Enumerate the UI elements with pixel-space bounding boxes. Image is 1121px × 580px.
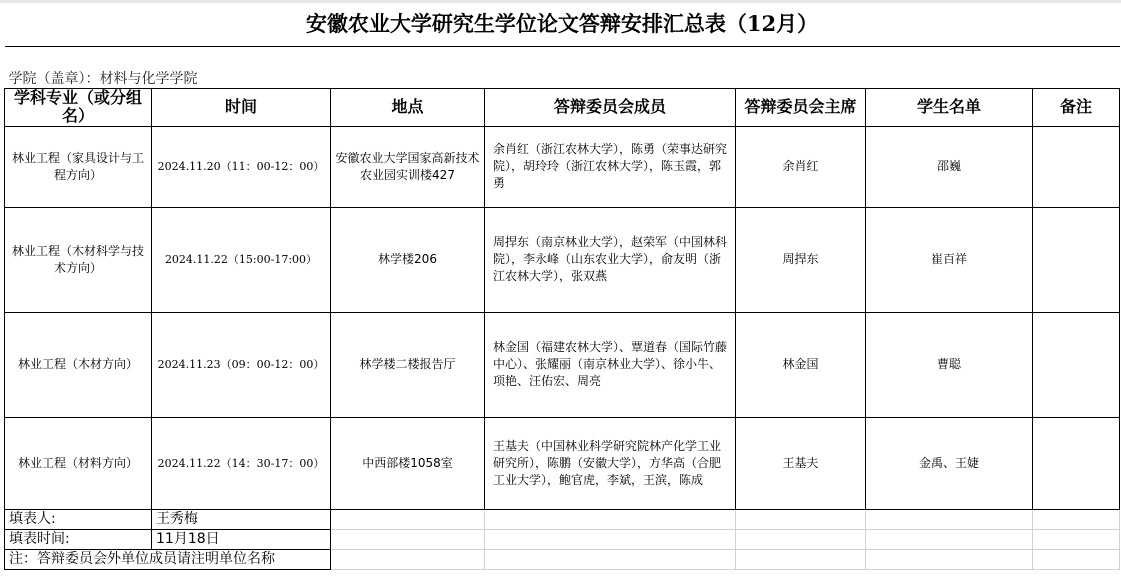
cell-major[interactable]: 林业工程（木材科学与技术方向） bbox=[5, 207, 152, 312]
cell-major[interactable]: 林业工程（木材方向） bbox=[5, 312, 152, 417]
cell-place[interactable]: 林学楼二楼报告厅 bbox=[331, 312, 485, 417]
cell-students[interactable]: 崔百祥 bbox=[866, 207, 1033, 312]
cell-members[interactable]: 王基夫（中国林业科学研究院林产化学工业研究所），陈鹏（安徽大学），方华高（合肥工业大学），鲍官虎，李斌，王滨，陈成 bbox=[485, 417, 736, 509]
cell-members[interactable]: 周捍东（南京林业大学），赵荣军（中国林科院），李永峰（山东农业大学），俞友明（浙江农林大学），张双燕 bbox=[485, 207, 736, 312]
cell-major[interactable]: 林业工程（材料方向） bbox=[5, 417, 152, 509]
college-line: 学院（盖章）：材料与化学学院 bbox=[8, 70, 198, 87]
cell-students[interactable]: 邵巍 bbox=[866, 126, 1033, 207]
cell-members[interactable]: 余肖红（浙江农林大学），陈勇（荣事达研究院），胡玲玲（浙江农林大学），陈玉霞，郭勇 bbox=[485, 126, 736, 207]
cell-students[interactable]: 曹聪 bbox=[866, 312, 1033, 417]
table-row bbox=[5, 207, 1120, 312]
cell-place[interactable]: 中西部楼1058室 bbox=[331, 417, 485, 509]
filler-value[interactable]: 王秀梅 bbox=[152, 509, 331, 529]
filler-row bbox=[5, 509, 1120, 529]
cell-time[interactable]: 2024.11.22（15:00-17:00） bbox=[152, 207, 331, 312]
table-row bbox=[5, 126, 1120, 207]
date-label: 填表时间: bbox=[5, 529, 152, 549]
cell-chair[interactable]: 余肖红 bbox=[736, 126, 866, 207]
table-row bbox=[5, 312, 1120, 417]
footer-note: 注：答辩委员会外单位成员请注明单位名称 bbox=[5, 549, 331, 569]
header-chair: 答辩委员会主席 bbox=[736, 88, 866, 126]
date-value[interactable]: 11月18日 bbox=[152, 529, 331, 549]
table-row bbox=[5, 417, 1120, 509]
cell-major[interactable]: 林业工程（家具设计与工程方向） bbox=[5, 126, 152, 207]
cell-students[interactable]: 金禹、王婕 bbox=[866, 417, 1033, 509]
note-row bbox=[5, 549, 1120, 569]
cell-note[interactable] bbox=[1033, 417, 1120, 509]
header-major: 学科专业（或分组名） bbox=[5, 88, 152, 126]
date-row bbox=[5, 529, 1120, 549]
cell-note[interactable] bbox=[1033, 312, 1120, 417]
summary-table bbox=[4, 0, 1120, 570]
cell-place[interactable]: 安徽农业大学国家高新技术农业园实训楼427 bbox=[331, 126, 485, 207]
header-students: 学生名单 bbox=[866, 88, 1033, 126]
cell-time[interactable]: 2024.11.23（09：00-12：00） bbox=[152, 312, 331, 417]
page-title: 安徽农业大学研究生学位论文答辩安排汇总表（12月） bbox=[5, 0, 1120, 46]
cell-time[interactable]: 2024.11.22（14：30-17：00） bbox=[152, 417, 331, 509]
cell-place[interactable]: 林学楼206 bbox=[331, 207, 485, 312]
cell-chair[interactable]: 王基夫 bbox=[736, 417, 866, 509]
cell-note[interactable] bbox=[1033, 126, 1120, 207]
cell-chair[interactable]: 林金国 bbox=[736, 312, 866, 417]
header-place: 地点 bbox=[331, 88, 485, 126]
cell-chair[interactable]: 周捍东 bbox=[736, 207, 866, 312]
header-members: 答辩委员会成员 bbox=[485, 88, 736, 126]
filler-label: 填表人: bbox=[5, 509, 152, 529]
header-note: 备注 bbox=[1033, 88, 1120, 126]
cell-note[interactable] bbox=[1033, 207, 1120, 312]
header-time: 时间 bbox=[152, 88, 331, 126]
cell-members[interactable]: 林金国（福建农林大学）、覃道春（国际竹藤中心）、张耀丽（南京林业大学）、徐小牛、项艳、汪佑宏、周亮 bbox=[485, 312, 736, 417]
cell-time[interactable]: 2024.11.20（11：00-12：00） bbox=[152, 126, 331, 207]
